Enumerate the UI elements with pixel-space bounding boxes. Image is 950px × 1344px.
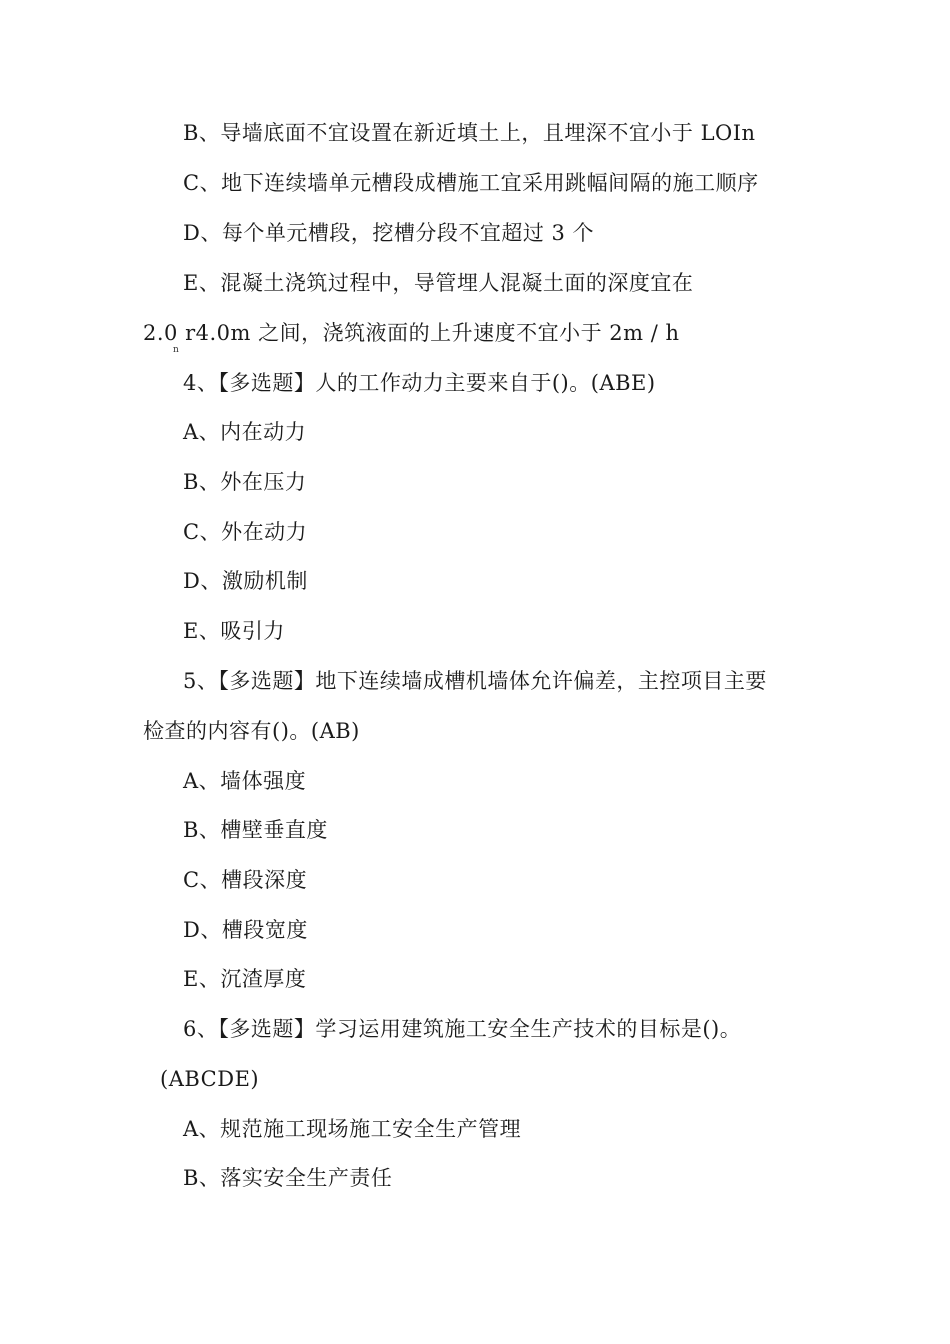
q6-option-a: A、规范施工现场施工安全生产管理 — [183, 1117, 522, 1141]
q6-option-b: B、落实安全生产责任 — [183, 1166, 393, 1190]
q5-option-a: A、墙体强度 — [183, 769, 307, 793]
subscript-mark: n — [173, 345, 179, 355]
q5-option-e: E、沉渣厚度 — [183, 967, 307, 991]
option-e-line: E、混凝土浇筑过程中，导管埋人混凝土面的深度宜在 — [183, 271, 694, 295]
q4-option-a: A、内在动力 — [183, 420, 307, 444]
option-e-continuation: 2.0 r4.0m 之间，浇筑液面的上升速度不宜小于 2m / h — [143, 321, 680, 345]
option-d-line: D、每个单元槽段，挖槽分段不宜超过 3 个 — [183, 221, 595, 245]
q5-option-c: C、槽段深度 — [183, 868, 308, 892]
q5-option-b: B、槽壁垂直度 — [183, 818, 328, 842]
q4-option-b: B、外在压力 — [183, 470, 307, 494]
option-c-line: C、地下连续墙单元槽段成槽施工宜采用跳幅间隔的施工顺序 — [183, 171, 759, 195]
q4-option-d: D、激励机制 — [183, 569, 308, 593]
question-5-continuation: 检查的内容有()。(AB) — [143, 719, 360, 743]
question-4: 4、【多选题】人的工作动力主要来自于()。(ABE) — [183, 371, 656, 395]
question-6-answer: (ABCDE) — [160, 1067, 260, 1091]
q4-option-c: C、外在动力 — [183, 520, 308, 544]
question-5: 5、【多选题】地下连续墙成槽机墙体允许偏差，主控项目主要 — [183, 669, 767, 693]
option-b-line: B、导墙底面不宜设置在新近填土上，且埋深不宜小于 LOIn — [183, 121, 756, 145]
q5-option-d: D、槽段宽度 — [183, 918, 308, 942]
question-6: 6、【多选题】学习运用建筑施工安全生产技术的目标是()。 — [183, 1017, 742, 1041]
q4-option-e: E、吸引力 — [183, 619, 285, 643]
